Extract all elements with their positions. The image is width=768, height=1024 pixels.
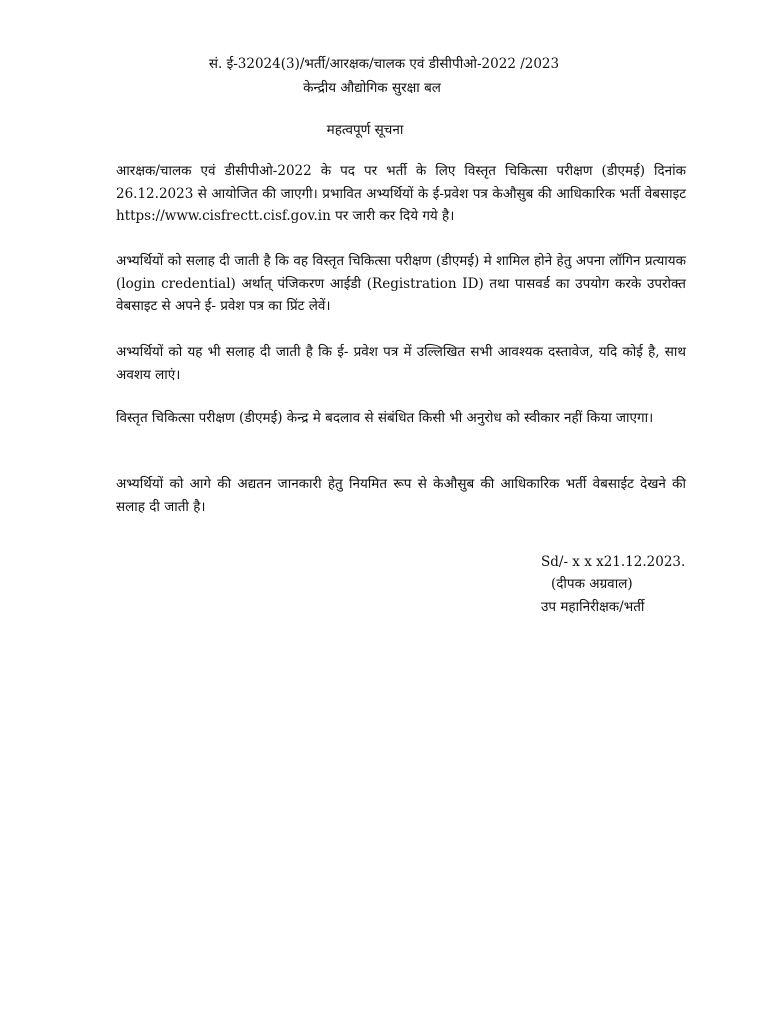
notice-title: महत्वपूर्ण सूचना [326, 122, 404, 138]
paragraph-no-centre-change: विस्तृत चिकित्सा परीक्षण (डीएमई) केन्द्र मे बदलाव से संबंधित किसी भी अनुरोध को स्वीकार नहीं किया जाएगा। [116, 410, 654, 426]
signature-designation: उप महानिरीक्षक/भर्ती [541, 599, 645, 615]
organization-name: केन्द्रीय औद्योगिक सुरक्षा बल [303, 80, 441, 96]
paragraph-bring-documents: अभ्यर्थियों को यह भी सलाह दी जाती है कि ई- प्रवेश पत्र में उल्लिखित सभी आवश्यक दस्तावेज, यदि कोई है, साथ अवशय लाएं। [116, 344, 686, 383]
paragraph-check-website: अभ्यर्थियों को आगे की अद्यतन जानकारी हेतु नियमित रूप से केऔसुब की आधिकारिक भर्ती वेबसाईट देखने की सलाह दी जाती है। [116, 476, 686, 515]
paragraph-dme-schedule: आरक्षक/चालक एवं डीसीपीओ-2022 के पद पर भर्ती के लिए विस्तृत चिकित्सा परीक्षण (डीएमई) दिनांक 26.12.2023 से आयोजित की जाएगी। प्रभावित अभ्यर्थियों के ई-प्रवेश पत्र केऔसुब की आधिकारिक भर्ती वेबसाइट https://www.cisfrectt.cisf.gov.in पर जारी कर दिये गये है। [116, 163, 686, 224]
signature-signed-line: Sd/- x x x21.12.2023. [541, 554, 686, 570]
reference-number: सं. ई-32024(3)/भर्ती/आरक्षक/चालक एवं डीसीपीओ-2022 /2023 [208, 56, 560, 72]
signature-name: (दीपक अग्रवाल) [551, 576, 633, 592]
paragraph-print-admit-card: अभ्यर्थियों को सलाह दी जाती है कि वह विस्तृत चिकित्सा परीक्षण (डीएमई) मे शामिल होने हेतु अपना लॉगिन प्रत्यायक (login credential) अर्थात् पंजिकरण आईडी (Registration ID) तथा पासवर्ड का उपयोग करके उपरोक्त वेबसाइट से अपने ई- प्रवेश पत्र का प्रिंट लेवें। [116, 253, 686, 314]
